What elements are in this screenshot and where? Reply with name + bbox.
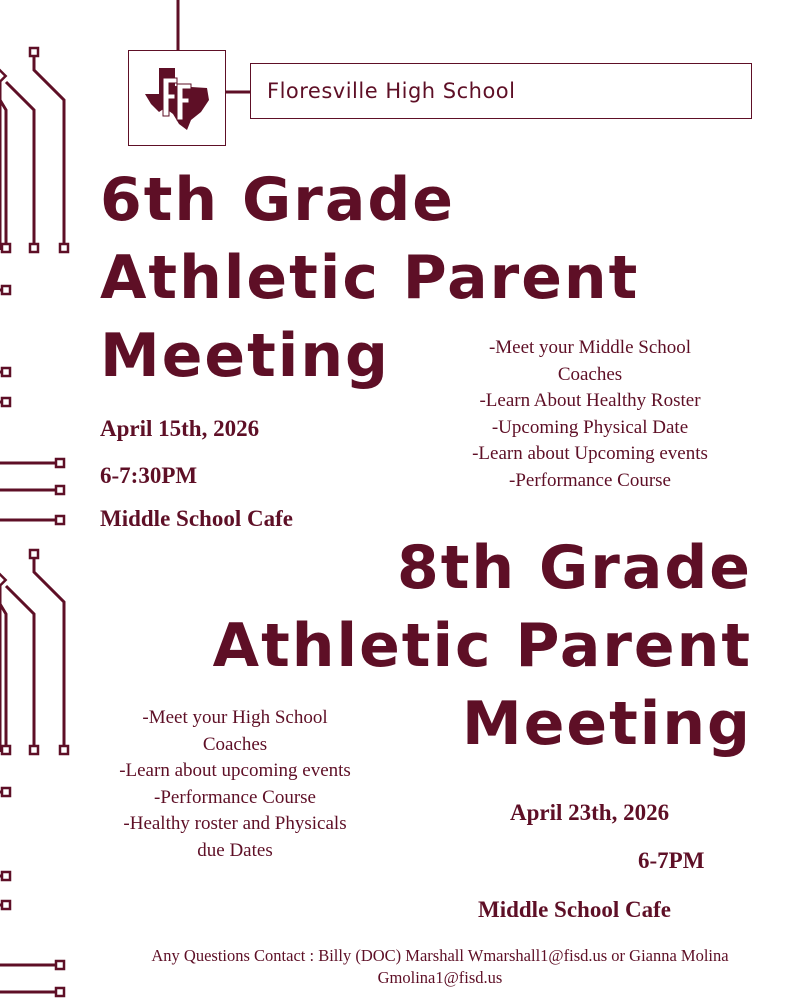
- eighth-grade-time: 6-7PM: [638, 848, 705, 873]
- sixth-grade-agenda: [440, 335, 740, 494]
- eighth-grade-date: April 23th, 2026: [510, 800, 670, 825]
- eighth-grade-location: Middle School Cafe: [478, 897, 671, 922]
- sixth-grade-date: April 15th, 2026: [100, 416, 260, 441]
- eighth-grade-title-line3: Meeting: [461, 689, 752, 759]
- sixth-grade-location: Middle School Cafe: [100, 506, 293, 531]
- agenda-item: -Meet your High School: [142, 707, 328, 728]
- agenda-item: -Upcoming Physical Date: [491, 416, 689, 438]
- sixth-grade-title-line2: Athletic Parent: [100, 243, 640, 313]
- sixth-grade-title-line3: Meeting: [100, 321, 391, 391]
- school-name: Floresville High School: [250, 63, 752, 119]
- agenda-item: -Healthy roster and Physicals: [123, 813, 347, 834]
- eighth-grade-agenda: [90, 705, 380, 864]
- sixth-grade-time: 6-7:30PM: [100, 463, 198, 488]
- eighth-grade-title-line2: Athletic Parent: [212, 611, 752, 681]
- agenda-item: Coaches: [202, 733, 268, 755]
- agenda-item: due Dates: [197, 839, 273, 861]
- eighth-grade-title-line1: 8th Grade: [396, 533, 752, 603]
- agenda-item: -Learn about Upcoming events: [472, 443, 708, 464]
- logo-frame: [128, 50, 226, 146]
- agenda-item: -Learn about upcoming events: [119, 760, 351, 781]
- texas-fhs-logo-icon: [141, 64, 213, 132]
- agenda-item: -Meet your Middle School: [488, 337, 692, 358]
- contact-info: [80, 945, 800, 989]
- sixth-grade-title-line1: 6th Grade: [100, 165, 456, 235]
- agenda-item: Coaches: [557, 363, 623, 385]
- contact-line: Gmolina1@fisd.us: [377, 968, 503, 987]
- agenda-item: -Learn About Healthy Roster: [479, 390, 701, 411]
- contact-line: Any Questions Contact : Billy (DOC) Marshall Wmarshall1@fisd.us or Gianna Molina: [151, 946, 729, 965]
- agenda-item: -Performance Course: [154, 786, 316, 808]
- agenda-item: -Performance Course: [509, 469, 671, 491]
